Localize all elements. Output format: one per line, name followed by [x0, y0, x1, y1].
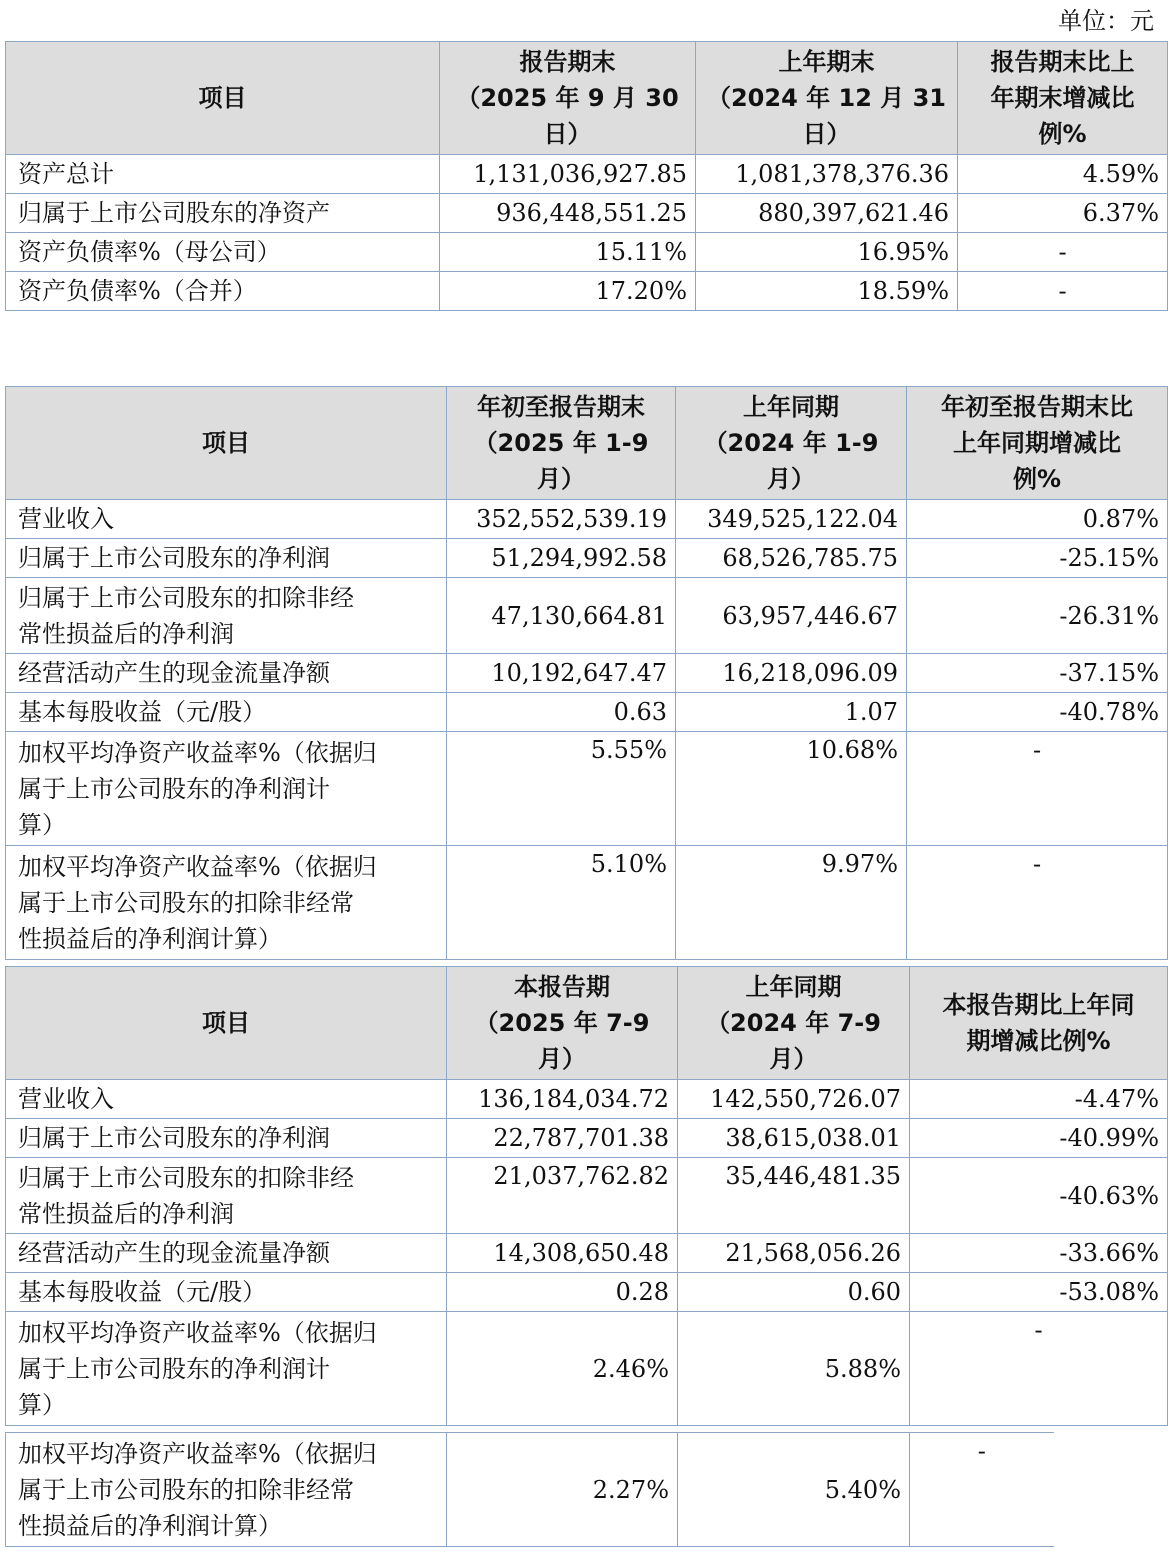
table-row: [6, 1433, 1054, 1547]
row-prior: 21,568,056.26: [678, 1234, 910, 1273]
row-prior: 142,550,726.07: [678, 1080, 910, 1119]
table-row: [6, 1158, 1168, 1234]
table-row: [6, 693, 1168, 732]
row-current: 15.11%: [440, 233, 696, 272]
table-row: [6, 1273, 1168, 1312]
header-change-ratio: 本报告期比上年同 期增减比例%: [910, 967, 1168, 1080]
row-prior: 16,218,096.09: [676, 654, 907, 693]
row-item: 归属于上市公司股东的扣除非经 常性损益后的净利润: [6, 1158, 447, 1234]
row-current: 0.63: [447, 693, 676, 732]
row-item: 加权平均净资产收益率%（依据归 属于上市公司股东的净利润计 算）: [6, 1312, 447, 1426]
row-change: -: [910, 1312, 1168, 1426]
table-row: [6, 233, 1168, 272]
row-current: 21,037,762.82: [447, 1158, 678, 1234]
row-item: 资产总计: [6, 155, 440, 194]
row-prior: 63,957,446.67: [676, 578, 907, 654]
table-header-row: [6, 387, 1168, 500]
row-current: 47,130,664.81: [447, 578, 676, 654]
row-item: 归属于上市公司股东的净资产: [6, 194, 440, 233]
row-item: 营业收入: [6, 1080, 447, 1119]
table-row: [6, 732, 1168, 846]
row-current: 5.10%: [447, 846, 676, 960]
row-item: 加权平均净资产收益率%（依据归 属于上市公司股东的扣除非经常 性损益后的净利润计算）: [6, 1433, 447, 1547]
row-item: 基本每股收益（元/股）: [6, 693, 447, 732]
row-change: 4.59%: [958, 155, 1168, 194]
table-row: [6, 272, 1168, 311]
row-change: -26.31%: [907, 578, 1168, 654]
row-prior: 349,525,122.04: [676, 500, 907, 539]
header-current-period: 本报告期 （2025 年 7-9 月）: [447, 967, 678, 1080]
row-change: 0.87%: [907, 500, 1168, 539]
unit-label: 单位：元: [1058, 7, 1154, 35]
header-prior-period: 上年同期 （2024 年 7-9 月）: [678, 967, 910, 1080]
row-prior: 5.88%: [678, 1312, 910, 1426]
row-item: 归属于上市公司股东的净利润: [6, 1119, 447, 1158]
quarter-performance-table: [5, 966, 1168, 1426]
row-current: 51,294,992.58: [447, 539, 676, 578]
row-change: -53.08%: [910, 1273, 1168, 1312]
row-change: -4.47%: [910, 1080, 1168, 1119]
header-item: 项目: [6, 967, 447, 1080]
row-change: -37.15%: [907, 654, 1168, 693]
row-change: -: [958, 233, 1168, 272]
row-item: 资产负债率%（合并）: [6, 272, 440, 311]
table-row: [6, 1312, 1168, 1426]
row-item: 经营活动产生的现金流量净额: [6, 654, 447, 693]
row-current: 14,308,650.48: [447, 1234, 678, 1273]
row-current: 17.20%: [440, 272, 696, 311]
row-item: 营业收入: [6, 500, 447, 539]
row-change: -: [910, 1433, 1054, 1547]
row-item: 资产负债率%（母公司）: [6, 233, 440, 272]
row-change: -40.63%: [910, 1158, 1168, 1234]
header-change-ratio: 报告期末比上 年期末增减比 例%: [958, 42, 1168, 155]
table-header-row: [6, 42, 1168, 155]
table-row: [6, 1234, 1168, 1273]
balance-summary-table: [5, 41, 1168, 311]
row-current: 2.46%: [447, 1312, 678, 1426]
table-row: [6, 1080, 1168, 1119]
row-prior: 16.95%: [696, 233, 958, 272]
header-current-period: 报告期末 （2025 年 9 月 30 日）: [440, 42, 696, 155]
table-row: [6, 539, 1168, 578]
row-prior: 9.97%: [676, 846, 907, 960]
table-row: [6, 578, 1168, 654]
table-header-row: [6, 967, 1168, 1080]
row-change: -40.99%: [910, 1119, 1168, 1158]
row-current: 936,448,551.25: [440, 194, 696, 233]
row-prior: 18.59%: [696, 272, 958, 311]
row-item: 经营活动产生的现金流量净额: [6, 1234, 447, 1273]
quarter-performance-table-continued: [5, 1432, 1054, 1547]
row-current: 10,192,647.47: [447, 654, 676, 693]
row-change: -: [907, 732, 1168, 846]
row-prior: 0.60: [678, 1273, 910, 1312]
row-prior: 1.07: [676, 693, 907, 732]
header-prior-period: 上年期末 （2024 年 12 月 31 日）: [696, 42, 958, 155]
table-row: [6, 500, 1168, 539]
row-current: 1,131,036,927.85: [440, 155, 696, 194]
header-item: 项目: [6, 387, 447, 500]
table-row: [6, 194, 1168, 233]
header-item: 项目: [6, 42, 440, 155]
row-current: 136,184,034.72: [447, 1080, 678, 1119]
row-current: 0.28: [447, 1273, 678, 1312]
ytd-performance-table: [5, 386, 1168, 960]
table-row: [6, 846, 1168, 960]
row-current: 5.55%: [447, 732, 676, 846]
row-change: -40.78%: [907, 693, 1168, 732]
row-change: -33.66%: [910, 1234, 1168, 1273]
row-prior: 35,446,481.35: [678, 1158, 910, 1234]
row-prior: 5.40%: [678, 1433, 910, 1547]
row-prior: 68,526,785.75: [676, 539, 907, 578]
header-current-period: 年初至报告期末 （2025 年 1-9 月）: [447, 387, 676, 500]
row-current: 2.27%: [447, 1433, 678, 1547]
row-item: 归属于上市公司股东的净利润: [6, 539, 447, 578]
row-prior: 38,615,038.01: [678, 1119, 910, 1158]
row-change: -: [907, 846, 1168, 960]
row-current: 352,552,539.19: [447, 500, 676, 539]
row-prior: 1,081,378,376.36: [696, 155, 958, 194]
row-item: 加权平均净资产收益率%（依据归 属于上市公司股东的净利润计 算）: [6, 732, 447, 846]
row-prior: 10.68%: [676, 732, 907, 846]
header-change-ratio: 年初至报告期末比 上年同期增减比 例%: [907, 387, 1168, 500]
table-row: [6, 654, 1168, 693]
header-prior-period: 上年同期 （2024 年 1-9 月）: [676, 387, 907, 500]
row-change: -25.15%: [907, 539, 1168, 578]
row-prior: 880,397,621.46: [696, 194, 958, 233]
table-row: [6, 1119, 1168, 1158]
row-current: 22,787,701.38: [447, 1119, 678, 1158]
row-item: 加权平均净资产收益率%（依据归 属于上市公司股东的扣除非经常 性损益后的净利润计算）: [6, 846, 447, 960]
table-row: [6, 155, 1168, 194]
row-item: 归属于上市公司股东的扣除非经 常性损益后的净利润: [6, 578, 447, 654]
row-item: 基本每股收益（元/股）: [6, 1273, 447, 1312]
row-change: 6.37%: [958, 194, 1168, 233]
row-change: -: [958, 272, 1168, 311]
